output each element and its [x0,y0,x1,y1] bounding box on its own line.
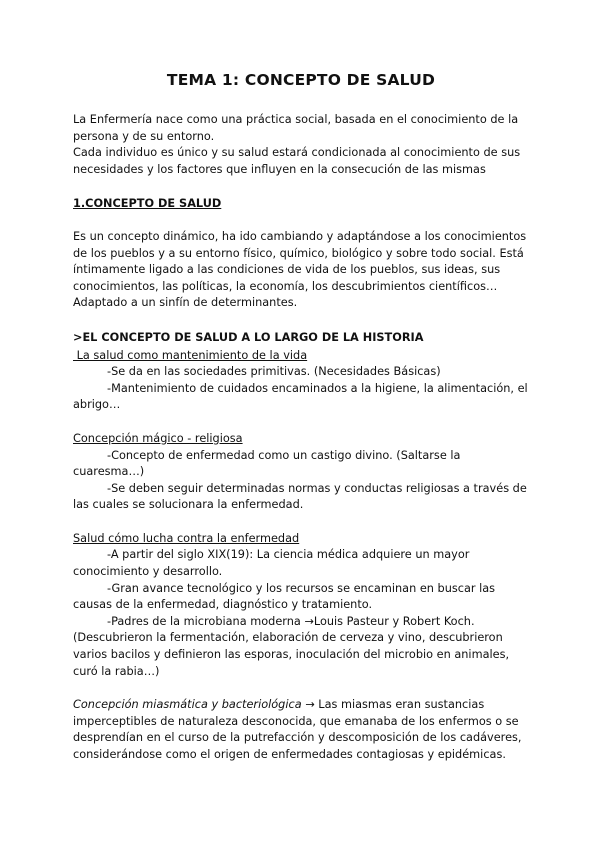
intro-line: Cada individuo es único y su salud estará condicionada al conocimiento de sus necesidades y los factores que influyen en la consecución de las mismas [73,146,521,176]
document-page [73,70,529,781]
subheading: La salud como mantenimiento de la vida [73,348,308,362]
subheading: Salud cómo lucha contra la enfermedad [73,531,300,545]
bullet-item: -Padres de la microbiana moderna →Louis Pasteur y Robert Koch. [107,614,475,628]
miasma-text: Las miasmas eran sustancias imperceptibles de naturaleza desconocida, que emanaba de los enfermos o se desprendían en el curso de la putrefacción y descomposición de los cadáveres, considerándose como el origen de enfermedades contagiosas y epidémicas. [73,698,522,761]
history-block-lucha [73,531,529,680]
section-heading: 1.CONCEPTO DE SALUD [73,197,222,211]
bullet-item: -Mantenimiento de cuidados encaminados a la higiene, la alimentación, el abrigo… [73,381,528,412]
history-block-miasmatica [73,697,529,763]
section-paragraph: Es un concepto dinámico, ha ido cambiando y adaptándose a los conocimientos de los pueblos y a su entorno físico, químico, biológico y sobre todo social. Está íntimamente ligado a las condiciones de vida de los pueblos, sus ideas, sus conocimientos, las políticas, la economía, los descubrimientos científicos… Adaptado a un sinfín de determinantes. [73,229,527,310]
history-heading: >EL CONCEPTO DE SALUD A LO LARGO DE LA HISTORIA [73,330,424,344]
note-paragraph: (Descubrieron la fermentación, elaboración de cerveza y vino, descubrieron varios bacilos y definieron las esporas, inoculación del microbio en animales, curó la rabia…) [73,631,510,678]
history-block-vida [73,348,529,414]
subheading: Concepción mágico - religiosa [73,431,243,445]
bullet-item: -Se deben seguir determinadas normas y conductas religiosas a través de las cuales se solucionara la enfermedad. [73,481,527,512]
subheading: Concepción miasmática y bacteriológica [73,698,302,712]
bullet-item: -Se da en las sociedades primitivas. (Necesidades Básicas) [107,365,441,379]
bullet-item: -A partir del siglo XIX(19): La ciencia médica adquiere un mayor conocimiento y desarrollo. [73,548,470,579]
page-title: TEMA 1: CONCEPTO DE SALUD [166,71,436,89]
history-block-magico [73,431,529,514]
bullet-item: -Gran avance tecnológico y los recursos se encaminan en buscar las causas de la enfermedad, diagnóstico y tratamiento. [73,581,496,612]
intro-paragraph [73,112,529,178]
intro-line: La Enfermería nace como una práctica social, basada en el conocimiento de la persona y de su entorno. [73,113,519,143]
arrow-glyph: → [301,698,319,712]
miasma-paragraph [73,697,529,763]
bullet-item: -Concepto de enfermedad como un castigo divino. (Saltarse la cuaresma…) [73,448,461,479]
